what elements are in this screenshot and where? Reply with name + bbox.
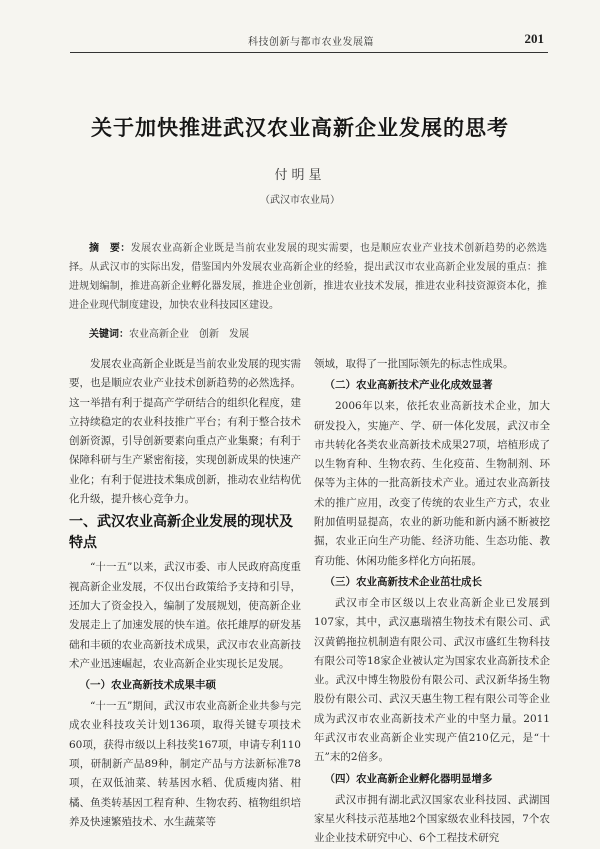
author-name: 付明星 bbox=[274, 168, 326, 183]
abstract-text: 发展农业高新企业既是当前农业发展的现实需要，也是顺应农业产业技术创新趋势的必然选择。从武汉市的实际出发，借鉴国内外发展农业高新企业的经验，提出武汉市农业高新企业发展的重点：推进规划编制，推进高新企业孵化器发展，推进企业创新，推进农业技术发展，推进农业科技资源资本化，推进企业现代制度建设，加快农业科技园区建设。 bbox=[69, 243, 548, 311]
keywords bbox=[69, 325, 547, 340]
running-header bbox=[70, 30, 548, 53]
abstract bbox=[69, 239, 547, 315]
subheading-industrialization: （二）农业高新技术产业化成效显著 bbox=[324, 379, 493, 392]
journal-section-title: 科技创新与都市农业发展篇 bbox=[248, 37, 374, 48]
enterprise-growth-paragraph: 武汉市全市区级以上农业高新企业已发展到107家，其中，武汉惠瑞禧生物技术有限公司、武汉黄鹤拖拉机制造有限公司、武汉市盛红生物科技有限公司等18家企业被认定为国家农业高新技术企业。武汉中博生物股份有限公司、武汉新华扬生物股份有限公司、武汉天惠生物工程有限公司等企业成为武汉市农业高新技术产业的中坚力量。2011年武汉市农业高新企业实现产值210亿元，是“十五”末的2倍多。 bbox=[314, 596, 550, 764]
incubators-paragraph: 武汉市拥有湖北武汉国家农业科技园、武湖国家星火科技示范基地2个国家级农业科技园，7个农业企业技术研究中心、6个工程技术研究 bbox=[314, 793, 550, 845]
section-paragraph: “十一五”以来，武汉市委、市人民政府高度重视高新企业发展，不仅出台政策给予支持和引导，还加大了资金投入，编制了发展规划，使高新企业发展走上了加速发展的快车道。依托雄厚的研发基础和丰硕的农业高新技术成果，武汉市农业高新技术产业迅速崛起，农业高新企业实现长足发展。 bbox=[69, 561, 301, 670]
section-heading: 一、武汉农业高新企业发展的现状及特点 bbox=[69, 514, 293, 552]
left-column bbox=[69, 355, 301, 828]
subheading-achievements: （一）农业高新技术成果丰硕 bbox=[79, 679, 216, 692]
abstract-label: 摘 要： bbox=[89, 243, 131, 254]
continuation-paragraph: 领域，取得了一批国际领先的标志性成果。 bbox=[314, 358, 514, 370]
achievements-paragraph: “十一五”期间，武汉市农业高新企业共参与完成农业科技攻关计划136项，取得关键专项技术60项，获得市级以上科技奖167项，申请专利110项，研制新产品89种，制定产品与方法新标准78项，在双低油菜、转基因水稻、优质瘦肉猪、柑橘、鱼类转基因工程育种、生物农药、植物组织培养及快速繁殖技术、水生蔬菜等 bbox=[69, 700, 301, 828]
keywords-label: 关键词： bbox=[89, 329, 129, 340]
page-number: 201 bbox=[524, 31, 544, 46]
article-title: 关于加快推进武汉农业高新企业发展的思考 bbox=[91, 116, 509, 140]
keywords-text: 农业高新企业 创新 发展 bbox=[129, 329, 249, 340]
author-affiliation: （武汉市农业局） bbox=[260, 195, 340, 206]
subheading-incubators: （四）农业高新企业孵化器明显增多 bbox=[324, 772, 493, 785]
intro-paragraph: 发展农业高新企业既是当前农业发展的现实需要，也是顺应农业产业技术创新趋势的必然选择。这一举措有利于提高产学研结合的组织化程度，建立持续稳定的农业科技推广平台；有利于整合技术创新资源，引导创新要素向重点产业集聚；有利于保障科研与生产紧密衔接，实现创新成果的快速产业化；有利于促进技术集成创新，推动农业结构优化升级，提升核心竞争力。 bbox=[69, 358, 301, 506]
industrialization-paragraph: 2006年以来，依托农业高新技术企业，加大研发投入，实施产、学、研一体化发展，武汉市全市共转化各类农业高新技术成果27项，培植形成了以生物育种、生物农药、生化疫苗、生物制剂、环保等为主体的一批高新技术产业。通过农业高新技术的推广应用，改变了传统的农业生产方式，农业附加值明显提高，农业的新功能和新内涵不断被挖掘，农业正向生产功能、经济功能、生态功能、教育功能、休闲功能多样化方向拓展。 bbox=[314, 400, 550, 567]
right-column bbox=[314, 355, 550, 845]
subheading-enterprise-growth: （三）农业高新技术企业茁壮成长 bbox=[324, 575, 482, 588]
